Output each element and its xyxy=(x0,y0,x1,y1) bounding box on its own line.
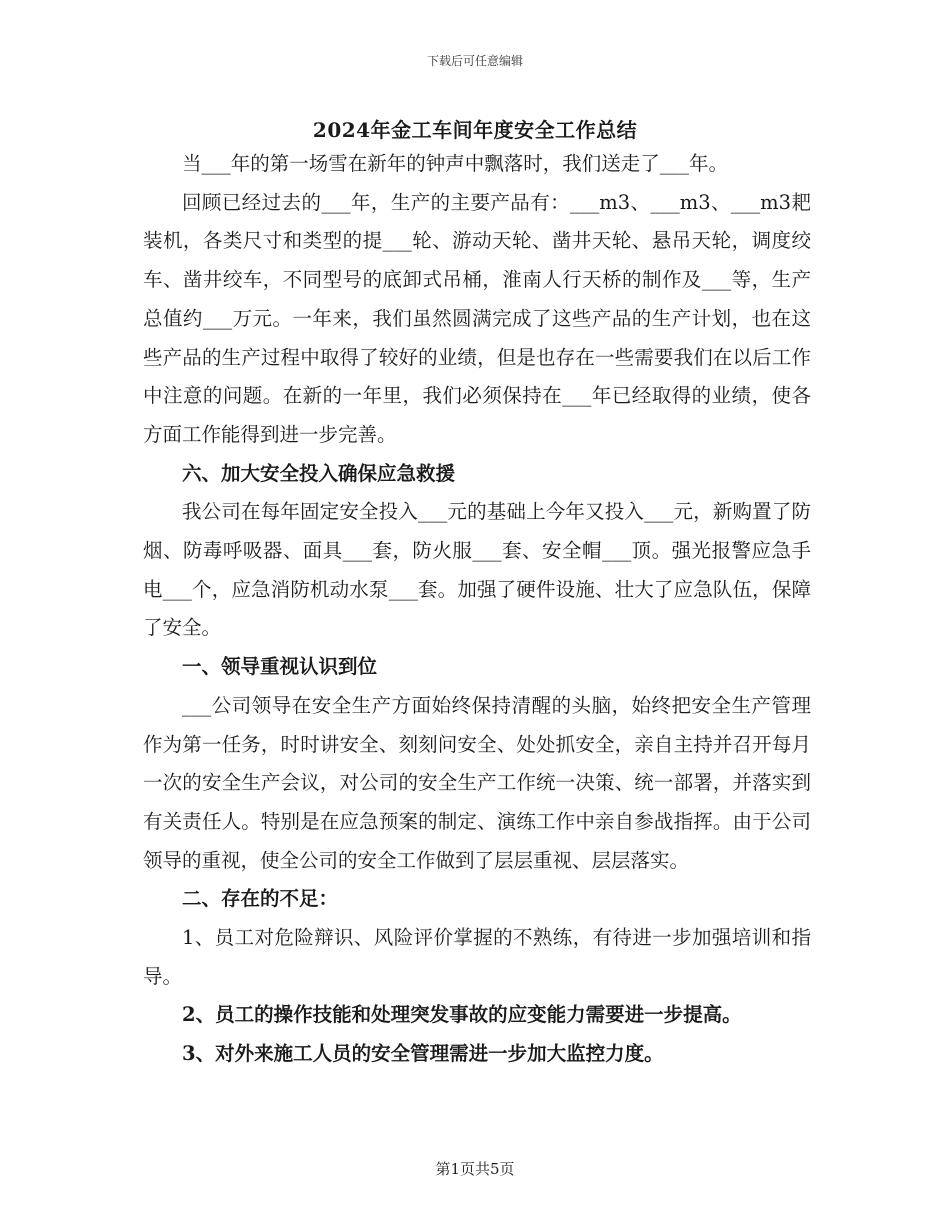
list-item-3: 3、对外来施工人员的安全管理需进一步加大监控力度。 xyxy=(182,1042,664,1066)
paragraph-leadership: ___公司领导在安全生产方面始终保持清醒的头脑，始终把安全生产管理作为第一任务，时时讲安全、刻刻问安全、处处抓安全，亲自主持并召开每月一次的安全生产会议，对公司的安全生产工作统一决策、统一部署，并落实到有关责任人。特别是在应急预案的制定、演练工作中亲自参战指挥。由于公司领导的重视，使全公司的安全工作做到了层层重视、层层落实。 xyxy=(143,693,811,872)
section-heading-one: 一、领导重视认识到位 xyxy=(182,655,378,679)
paragraph-intro: 当___年的第一场雪在新年的钟声中飘落时，我们送走了___年。 xyxy=(182,152,729,175)
document-body xyxy=(143,145,811,1074)
section-heading-six: 六、加大安全投入确保应急救援 xyxy=(182,461,456,485)
document-title: 2024年金工车间年度安全工作总结 xyxy=(312,118,638,142)
list-item-2: 2、员工的操作技能和处理突发事故的应变能力需要进一步提高。 xyxy=(182,1003,742,1027)
list-item-1: 1、员工对危险辩识、风险评价掌握的不熟练，有待进一步加强培训和指导。 xyxy=(143,926,811,988)
header-note: 下载后可任意编辑 xyxy=(426,54,523,68)
page-indicator: 第1页共5页 xyxy=(435,1160,515,1178)
section-heading-two: 二、存在的不足： xyxy=(182,887,339,911)
paragraph-review: 回顾已经过去的___年，生产的主要产品有：___m3、___m3、___m3耙装机，各类尺寸和类型的提___轮、游动天轮、凿井天轮、悬吊天轮，调度绞车、凿井绞车，不同型号的底卸式吊桶，淮南人行天桥的制作及___等，生产总值约___万元。一年来，我们虽然圆满完成了这些产品的生产计划，也在这些产品的生产过程中取得了较好的业绩，但是也存在一些需要我们在以后工作中注意的问题。在新的一年里，我们必须保持在___年已经取得的业绩，使各方面工作能得到进一步完善。 xyxy=(143,190,811,446)
paragraph-safety-investment: 我公司在每年固定安全投入___元的基础上今年又投入___元，新购置了防烟、防毒呼吸器、面具___套，防火服___套、安全帽___顶。强光报警应急手电___个，应急消防机动水泵___套。加强了硬件设施、壮大了应急队伍，保障了安全。 xyxy=(143,500,811,640)
